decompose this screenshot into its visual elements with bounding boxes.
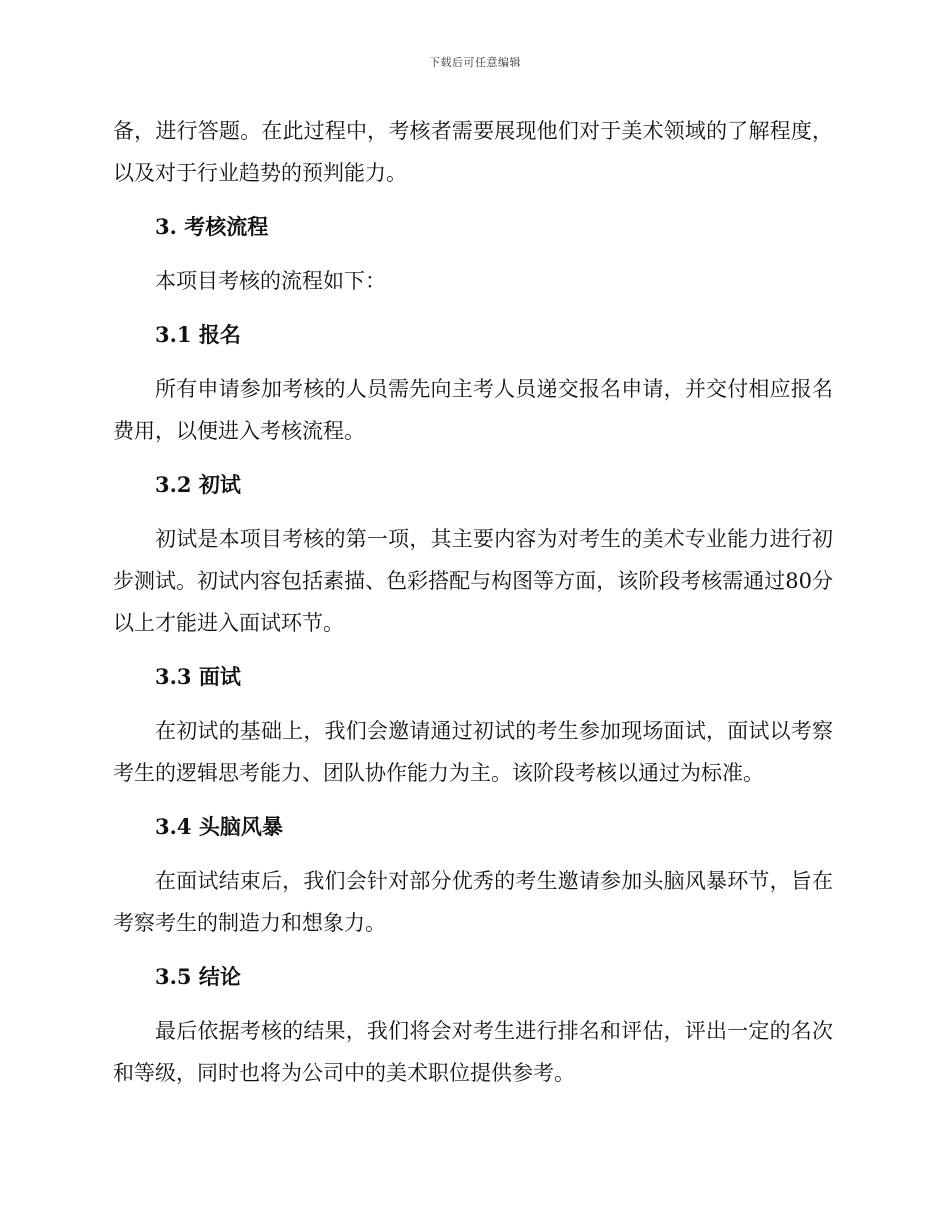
section-heading-preliminary: 3.2 初试	[155, 472, 241, 497]
paragraph-preliminary: 初试是本项目考核的第一项，其主要内容为对考生的美术专业能力进行初步测试。初试内容包括素描、色彩搭配与构图等方面，该阶段考核需通过80分以上才能进入面试环节。	[113, 527, 833, 635]
section-heading-conclusion: 3.5 结论	[155, 964, 241, 989]
paragraph-registration: 所有申请参加考核的人员需先向主考人员递交报名申请，并交付相应报名费用，以便进入考核流程。	[113, 377, 833, 443]
section-heading-brainstorm: 3.4 头脑风暴	[155, 814, 283, 839]
paragraph-conclusion: 最后依据考核的结果，我们将会对考生进行排名和评估，评出一定的名次和等级，同时也将为公司中的美术职位提供参考。	[113, 1019, 833, 1085]
paragraph-process-intro: 本项目考核的流程如下：	[155, 269, 386, 293]
page-header: 下载后可任意编辑	[429, 56, 521, 69]
paragraph-interview: 在初试的基础上，我们会邀请通过初试的考生参加现场面试，面试以考察考生的逻辑思考能力、团队协作能力为主。该阶段考核以通过为标准。	[113, 719, 833, 785]
paragraph-brainstorm: 在面试结束后，我们会针对部分优秀的考生邀请参加头脑风暴环节，旨在考察考生的制造力和想象力。	[113, 869, 833, 935]
section-heading-interview: 3.3 面试	[155, 664, 241, 689]
document-body	[113, 110, 833, 1106]
section-heading-registration: 3.1 报名	[155, 322, 241, 347]
paragraph-continuation: 备，进行答题。在此过程中，考核者需要展现他们对于美术领域的了解程度，以及对于行业趋势的预判能力。	[113, 119, 833, 185]
section-heading-assessment-process: 3. 考核流程	[155, 214, 269, 239]
